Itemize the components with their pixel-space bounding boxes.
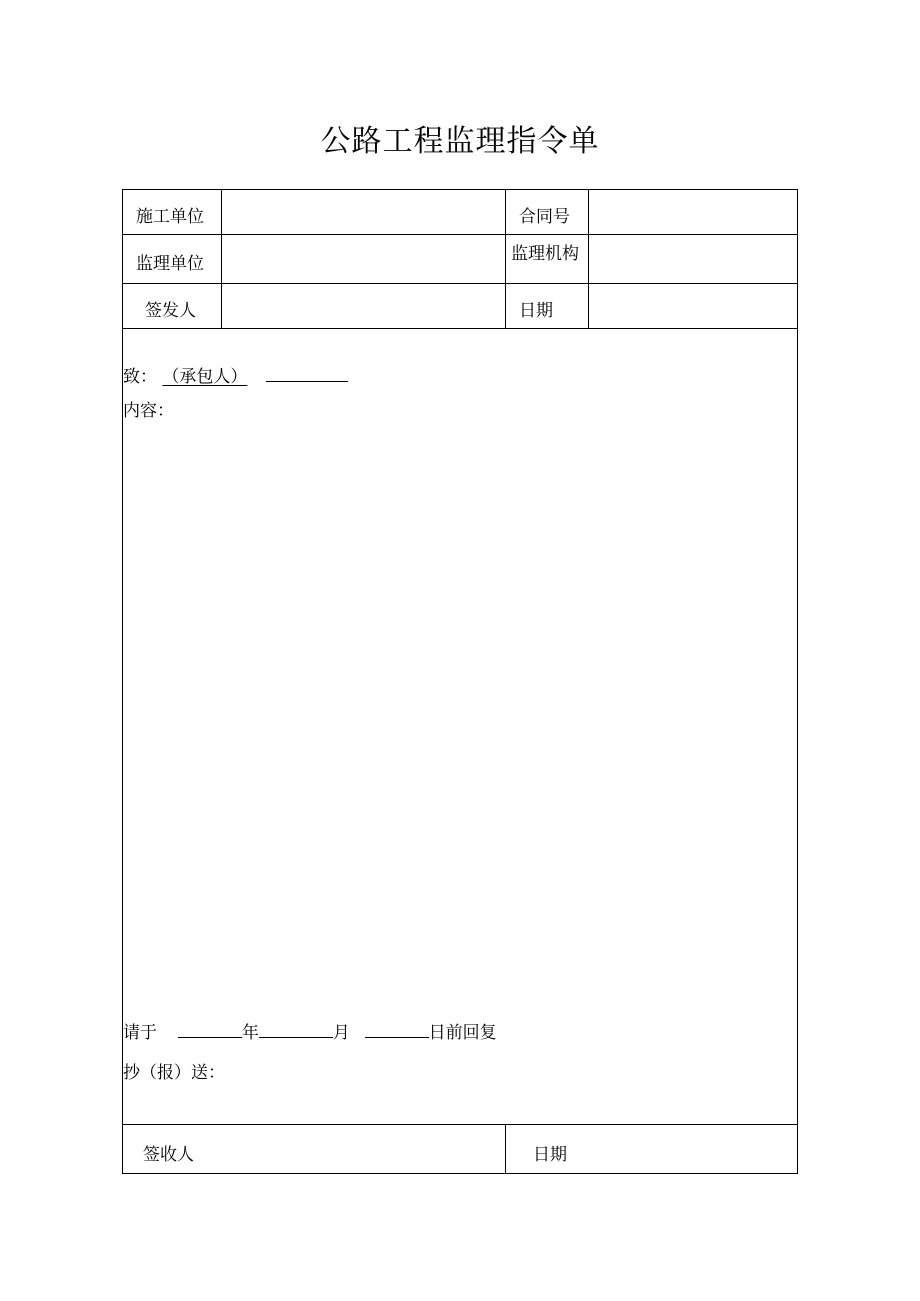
- row-divider-footer: [123, 1124, 797, 1125]
- col-divider-1: [221, 190, 222, 328]
- row-divider-1: [123, 234, 797, 235]
- construction-unit-label: 施工单位: [136, 207, 204, 227]
- recipient-name-blank[interactable]: [266, 365, 348, 382]
- receiver-label: 签收人: [143, 1145, 194, 1165]
- receiver-field[interactable]: [223, 1138, 493, 1160]
- receive-date-label: 日期: [533, 1145, 567, 1165]
- row-divider-3: [123, 328, 797, 329]
- cc-label: 抄（报）送：: [123, 1063, 225, 1083]
- reply-month-label: 月: [332, 1023, 350, 1043]
- supervision-agency-field[interactable]: [595, 245, 790, 267]
- reply-day-label: 日前回复: [428, 1023, 497, 1043]
- to-label: 致：: [123, 367, 157, 387]
- reply-year-blank[interactable]: [178, 1021, 242, 1038]
- form-title: 公路工程监理指令单: [320, 124, 600, 159]
- issuer-label: 签发人: [145, 301, 196, 321]
- supervision-unit-label: 监理单位: [136, 254, 204, 274]
- content-area[interactable]: [123, 422, 793, 1002]
- directive-form: [122, 189, 798, 1174]
- reply-prefix: 请于: [123, 1023, 157, 1043]
- supervision-agency-label: 监理机构: [511, 244, 579, 264]
- reply-deadline-line: [123, 1018, 497, 1043]
- recipient-contractor: （承包人）: [162, 367, 248, 387]
- reply-month-blank[interactable]: [259, 1021, 333, 1038]
- content-label: 内容：: [123, 401, 174, 421]
- col-divider-3: [588, 190, 589, 328]
- contract-number-field[interactable]: [595, 202, 790, 224]
- issuer-field[interactable]: [228, 296, 498, 318]
- construction-unit-field[interactable]: [228, 202, 498, 224]
- supervision-unit-field[interactable]: [228, 249, 498, 271]
- footer-col-divider: [505, 1124, 506, 1174]
- issue-date-label: 日期: [519, 301, 553, 321]
- reply-year-label: 年: [241, 1023, 259, 1043]
- col-divider-2: [505, 190, 506, 328]
- row-divider-2: [123, 283, 797, 284]
- receive-date-field[interactable]: [593, 1138, 788, 1160]
- recipient-line: [123, 362, 348, 387]
- issue-date-field[interactable]: [595, 296, 790, 318]
- contract-number-label: 合同号: [519, 207, 570, 227]
- reply-day-blank[interactable]: [365, 1021, 429, 1038]
